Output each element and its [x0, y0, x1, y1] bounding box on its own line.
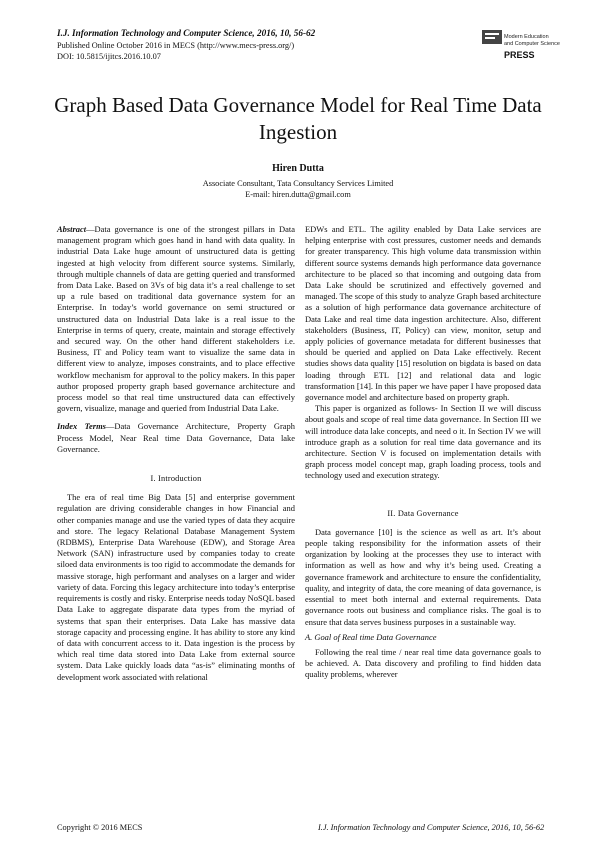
subsection-heading-goal: A. Goal of Real time Data Governance: [305, 631, 437, 642]
publication-info: Published Online October 2016 in MECS (http://www.mecs-press.org/): [57, 41, 295, 50]
right-paragraph-2: This paper is organized as follows- In Section II we will discuss about goals and scope of real time data governance. In Section III we will introduce data lake concepts, and need o it. In Section IV we will introduce graph as a solution for real time data governance and its architecture. Section V is focused on implementation details with graph process model concept map, graph loading process, tools and technology used and execution strategy.: [305, 403, 541, 481]
author-name: Hiren Dutta: [272, 163, 324, 174]
logo-text-2: and Computer Science: [504, 41, 560, 47]
doi: DOI: 10.5815/ijitcs.2016.10.07: [57, 52, 161, 61]
intro-paragraph: The era of real time Big Data [5] and enterprise government regulation are driving considerable changes in how Financial and other companies manage and use the varied types of data they acquire and store. The legacy Relational Database Management System (RDBMS), Enterprise Data Warehouse (EDW), and Storage Area Network (SAN) infrastructure used by companies today to create siloed data environments is too rigid to accommodate the demands for massive storage, high performant and analyses on a larger and wider variety of data. Forcing this legacy architecture into today’s enterprise requirements is costly and risky. Enterprise needs today NoSQL based Data Lake to aggregate disparate data types from the myriad of systems that span their enterprises. Data Lake has massive data storage capacity and processing engine. It has ability to store any kind of data with concurrent access to it. Data ingestion is the process by which real time data stored into Data Lake from external source system. Data Lake quickly loads data “as-is” eliminating months of development work associated with relational: [57, 492, 295, 682]
footer-copyright: Copyright © 2016 MECS: [57, 823, 143, 832]
right-paragraph-1: EDWs and ETL. The agility enabled by Data Lake services are helping enterprise with cost pressures, customer needs and demands for greater transparency. This high volume data transmission within different source systems demands high performance data governance architecture to be placed so that incoming and outgoing data from Data Lake should be scrutinized and effectively governed and managed. The scope of this study to analyze Graph based architecture as a solution of high performance data governance architecture of Data Lake and real time data ingestion architecture. Also, different stakeholders (Business, IT, Policy) can view, monitor, setup and apply policies of governance metadata for different businesses that should be queried and applied on Data Lake effectively. Recent studies shows data quality [15] resolution on bigdata is based on data loading through ETL [12] and relational data and logic transformation [14]. In this paper we have paper I have proposed data governance model and architecture based on property graph.: [305, 224, 541, 403]
index-terms-label: Index Terms: [57, 421, 106, 432]
logo-text-1: Modern Education: [504, 34, 549, 40]
author-email: E-mail: hiren.dutta@gmail.com: [245, 190, 351, 199]
affiliation: Associate Consultant, Tata Consultancy Services Limited: [202, 179, 394, 188]
left-column: [57, 224, 295, 683]
abstract: [57, 224, 295, 414]
index-terms-text: —Data Governance Architecture, Property Graph Process Model, Near Real time Data Governance, Data lake Governance.: [57, 421, 295, 454]
abstract-text: —Data governance is one of the strongest pillars in Data management program which goes hand in hand with data quality. In industrial Data Lake huge amount of unstructured data is getting ingested at high velocity from different source systems. Similarly, through multiple channels of data are getting queried and transformed from Data Lake. Based on 3Vs of big data it’s a real challenge to set up a rule based on traditional data governance system for an Enterprise. In today’s world governance on semi structured or unstructured data on Industrial Data lake is a real issue to the Enterprise in terms of query, create, maintain and storage effectively and secured way. On the other hand different stakeholders i.e. Business, IT and Policy team want to visualize the same data in different view to analyze, imposes constraints, and to place effective workflow mechanism for approval to the policy makers. In this paper author proposed property graph based governance architecture and process model so that real time unstructured data can effectively govern, visualize, manage and queried from Industrial Data Lake.: [57, 224, 295, 414]
abstract-label: Abstract: [57, 224, 87, 234]
journal-name: I.J. Information Technology and Computer Science, 2016, 10, 56-62: [57, 28, 316, 38]
goal-paragraph: Following the real time / near real time data governance goals to be achieved. A. Data discovery and profiling to find hidden data quality problems, wherever: [305, 646, 541, 680]
section-heading-introduction: I. Introduction: [150, 474, 202, 484]
paper-title: Graph Based Data Governance Model for Real Time Data Ingestion: [54, 93, 542, 144]
section-heading-data-governance: II. Data Governance: [387, 508, 459, 518]
footer-journal-ref: I.J. Information Technology and Computer Science, 2016, 10, 56-62: [318, 823, 545, 832]
index-terms: [57, 421, 295, 455]
data-governance-paragraph: Data governance [10] is the science as well as art. It’s about people taking responsibility for the information assets of their organization by looking at the processes they use to interact with information as well as how and why it’s being used. Creating a governance framework and architecture to ensure the confidentiality, quality, and integrity of data, the core meaning of data governance, is essential to meet both internal and external requirements. Data governance roots out business and compliance risks. The goal is to ensure that data serves business purposes in a sustainable way.: [305, 526, 541, 627]
right-column: [305, 224, 541, 681]
logo-text-3: PRESS: [504, 50, 535, 60]
author-affiliation: [40, 178, 556, 200]
mecs-logo: [480, 28, 560, 72]
